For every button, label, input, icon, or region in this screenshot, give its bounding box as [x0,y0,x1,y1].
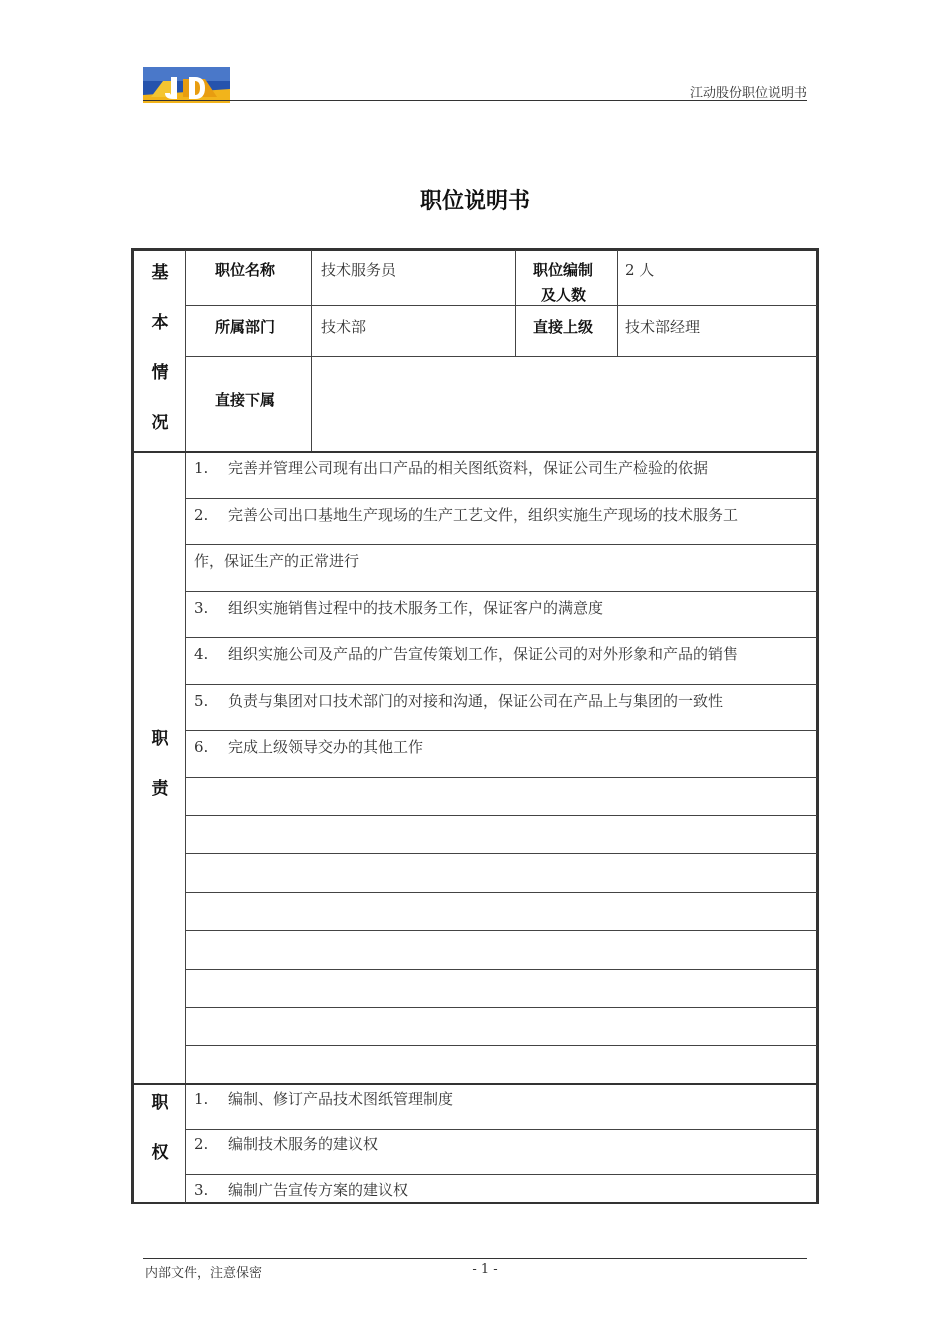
supervisor-label: 直接上级 [533,318,594,336]
row-divider [185,930,817,931]
headcount-value: 2 人 [625,261,655,279]
row-divider [185,1129,817,1130]
row-divider [185,637,817,638]
row-divider [185,892,817,893]
duty-item: 6. 完成上级领导交办的其他工作 [194,738,424,756]
row-divider [185,498,817,499]
headcount-label-line2: 及人数 [541,286,587,304]
section-label-basic-4: 况 [151,413,169,433]
department-label: 所属部门 [215,318,276,336]
headcount-label-line1: 职位编制 [533,261,594,279]
value-column-divider [515,250,516,356]
supervisor-value: 技术部经理 [625,318,701,336]
footer-divider [143,1258,807,1259]
section-label-authority-1: 职 [151,1093,169,1113]
section-label-basic-3: 情 [151,363,169,383]
row-divider [185,815,817,816]
section-label-authority-2: 权 [151,1143,169,1163]
duty-item: 3. 组织实施销售过程中的技术服务工作，保证客户的满意度 [194,599,604,617]
row-divider [185,777,817,778]
duty-item: 5. 负责与集团对口技术部门的对接和沟通，保证公司在产品上与集团的一致性 [194,692,724,710]
page-title: 职位说明书 [419,189,530,214]
department-value: 技术部 [321,318,367,336]
position-name-label: 职位名称 [215,261,276,279]
row-divider [185,684,817,685]
row-divider [185,853,817,854]
section-label-basic-1: 基 [151,263,169,283]
duty-item: 4. 组织实施公司及产品的广告宣传策划工作，保证公司的对外形象和产品的销售 [194,645,739,663]
duty-item: 2. 完善公司出口基地生产现场的生产工艺文件，组织实施生产现场的技术服务工 [194,506,739,524]
authority-item: 2. 编制技术服务的建议权 [194,1135,379,1153]
section-divider [132,1083,818,1085]
position-name-value: 技术服务员 [321,261,397,279]
section-divider [132,451,818,453]
authority-item: 1. 编制、修订产品技术图纸管理制度 [194,1090,454,1108]
row-divider [185,1007,817,1008]
header-doc-title: 江动股份职位说明书 [689,86,807,101]
row-divider [185,1174,817,1175]
section-label-basic-2: 本 [151,313,169,333]
footer-confidential-note: 内部文件，注意保密 [145,1266,263,1281]
subordinate-label: 直接下属 [215,391,276,409]
section-label-duties-1: 职 [151,729,169,749]
duty-item-continuation: 作，保证生产的正常进行 [194,552,360,570]
company-logo [143,67,230,103]
row-divider [185,544,817,545]
section-label-duties-2: 责 [151,779,169,799]
label2-column-divider [617,250,618,356]
row-divider [185,730,817,731]
row-divider [185,591,817,592]
duty-item: 1. 完善并管理公司现有出口产品的相关图纸资料，保证公司生产检验的依据 [194,459,709,477]
label-column-divider [311,250,312,451]
authority-item: 3. 编制广告宣传方案的建议权 [194,1181,409,1199]
row-divider [185,969,817,970]
page-number: - 1 - [472,1262,498,1277]
row-divider [185,356,817,357]
row-divider [185,305,817,306]
header-divider [143,100,807,101]
row-divider [185,1045,817,1046]
section-column-divider [185,250,186,1203]
